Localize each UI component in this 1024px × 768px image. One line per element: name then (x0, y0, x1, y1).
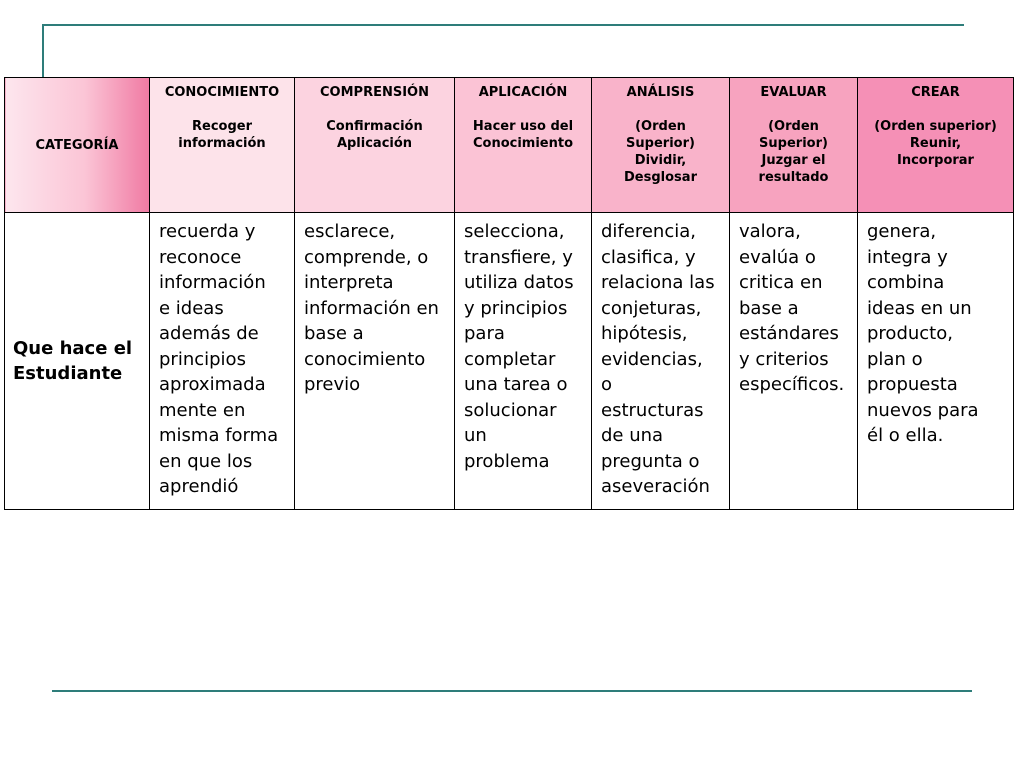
cell-line: genera, (867, 221, 937, 242)
cell-line: mente en (159, 399, 246, 421)
cell-line: o (601, 374, 613, 395)
header-desc: (Orden (768, 119, 819, 134)
header-comprension (295, 78, 455, 213)
cell-line: recuerda y (159, 221, 256, 242)
header-desc: Recoger (192, 119, 252, 134)
cell-line: evidencias, (601, 348, 703, 370)
cell-line: integra y (867, 246, 948, 268)
cell-line: propuesta (867, 374, 958, 395)
cell-conocimiento (150, 213, 295, 510)
top-rule (42, 24, 964, 26)
cell-line: conjeturas, (601, 297, 702, 319)
cell-line: base a (304, 323, 364, 344)
cell-line: completar (464, 348, 556, 370)
cell-line: solucionar (464, 399, 557, 421)
cell-line: él o ella. (867, 425, 944, 446)
header-desc: Incorporar (897, 153, 974, 168)
cell-line: problema (464, 450, 550, 472)
cell-line: comprende, o (304, 246, 429, 268)
header-desc: Superior) (759, 136, 828, 151)
header-desc: resultado (758, 170, 829, 185)
cell-line: producto, (867, 323, 953, 344)
header-desc: Hacer uso del (472, 119, 574, 134)
header-category-label: CATEGORÍA (35, 137, 119, 153)
cell-line: misma forma (159, 425, 279, 446)
cell-line: un (464, 425, 487, 446)
cell-line: en que los (159, 450, 253, 472)
cell-crear (858, 213, 1014, 510)
header-desc: Confirmación (326, 119, 423, 134)
cell-line: ideas en un (867, 297, 972, 319)
cell-line: principios (159, 348, 246, 370)
cell-line: y criterios (739, 348, 829, 370)
header-desc: Superior) (626, 136, 695, 151)
body-row (5, 213, 1014, 510)
header-desc: Aplicación (336, 136, 413, 151)
header-title: CREAR (911, 85, 960, 100)
cell-line: información (159, 272, 266, 293)
header-desc: Reunir, (909, 136, 962, 151)
header-title: CONOCIMIENTO (164, 85, 280, 100)
cell-line: diferencia, (601, 221, 696, 242)
header-desc: información (178, 136, 266, 151)
cell-line: reconoce (159, 246, 242, 268)
header-desc: Juzgar el (761, 153, 826, 168)
header-title: EVALUAR (760, 85, 827, 100)
cell-line: critica en (739, 272, 823, 293)
cell-line: además de (159, 323, 259, 344)
cell-line: y principios (464, 297, 568, 319)
cell-line: relaciona las (601, 272, 715, 293)
cell-line: base a (739, 297, 799, 319)
cell-line: aprendió (159, 476, 239, 497)
left-rule (42, 24, 44, 78)
cell-line: de una (601, 425, 664, 446)
cell-line: evalúa o (739, 246, 816, 268)
cell-line: valora, (739, 221, 801, 242)
cell-line: información en (304, 297, 439, 319)
header-desc: (Orden superior) (874, 119, 997, 134)
header-evaluar (730, 78, 858, 213)
row-label-line: Estudiante (13, 363, 123, 384)
cell-evaluar (730, 213, 858, 510)
cell-line: esclarece, (304, 221, 396, 242)
header-title: ANÁLISIS (626, 85, 695, 100)
cell-line: clasifica, y (601, 246, 696, 268)
cell-line: aseveración (601, 476, 710, 497)
header-crear (858, 78, 1014, 213)
cell-line: conocimiento (304, 348, 426, 370)
cell-line: específicos. (739, 374, 845, 395)
cell-line: utiliza datos (464, 272, 574, 293)
header-desc: Desglosar (624, 170, 697, 185)
header-analisis (592, 78, 730, 213)
header-desc: Conocimiento (472, 136, 574, 151)
cell-line: interpreta (304, 272, 394, 293)
cell-line: combina (867, 272, 945, 293)
cell-line: estándares (739, 323, 839, 344)
header-conocimiento (150, 78, 295, 213)
row-label (5, 213, 150, 510)
cell-comprension (295, 213, 455, 510)
header-aplicacion (455, 78, 592, 213)
header-desc: Dividir, (634, 153, 687, 168)
cell-line: una tarea o (464, 374, 568, 395)
cell-line: plan o (867, 348, 923, 370)
cell-line: hipótesis, (601, 323, 688, 344)
cell-analisis (592, 213, 730, 510)
cell-line: e ideas (159, 297, 224, 319)
cell-line: selecciona, (464, 221, 565, 242)
header-category (5, 78, 150, 213)
header-title: APLICACIÓN (478, 85, 568, 100)
bloom-taxonomy-table (4, 77, 1014, 510)
cell-line: estructuras (601, 399, 704, 421)
cell-line: transfiere, y (464, 246, 573, 268)
header-row (5, 78, 1014, 213)
header-title: COMPRENSIÓN (320, 85, 429, 100)
cell-line: aproximada (159, 374, 266, 395)
cell-line: previo (304, 374, 361, 395)
cell-line: pregunta o (601, 450, 700, 472)
bottom-rule (52, 690, 972, 692)
header-desc: (Orden (635, 119, 686, 134)
cell-line: nuevos para (867, 399, 979, 421)
cell-aplicacion (455, 213, 592, 510)
cell-line: para (464, 323, 505, 344)
row-label-line: Que hace el (13, 337, 133, 359)
